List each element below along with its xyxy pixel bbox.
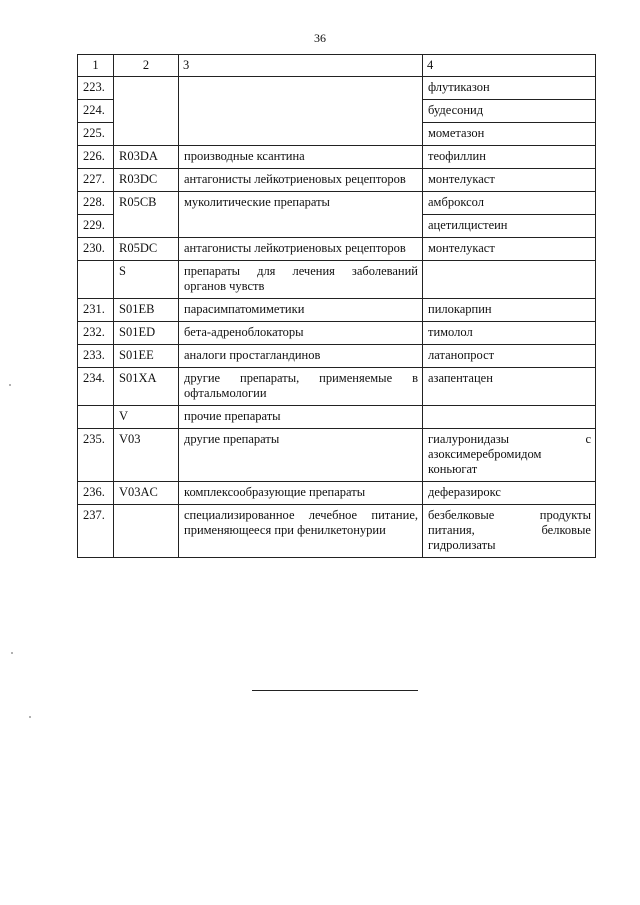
row-number: 236. bbox=[78, 482, 114, 505]
drug-group: препараты для лечения заболеваний органов чувств bbox=[179, 261, 423, 299]
drug-name: гиалуронидазы с азоксимеребромидом коньюгат bbox=[423, 429, 596, 482]
drug-group: бета-адреноблокаторы bbox=[179, 322, 423, 345]
page-number: 36 bbox=[314, 31, 326, 45]
row-number: 237. bbox=[78, 505, 114, 558]
row-number: 224. bbox=[78, 100, 114, 123]
drug-name: монтелукаст bbox=[423, 169, 596, 192]
atc-code: R05CB bbox=[114, 192, 179, 238]
drug-name bbox=[423, 406, 596, 429]
drug-name: амброксол bbox=[423, 192, 596, 215]
row-number: 232. bbox=[78, 322, 114, 345]
atc-code: S bbox=[114, 261, 179, 299]
row-number: 234. bbox=[78, 368, 114, 406]
drug-group: муколитические препараты bbox=[179, 192, 423, 238]
drug-group: специализированное лечебное питание, применяющееся при фенилкетонурии bbox=[179, 505, 423, 558]
atc-code: V bbox=[114, 406, 179, 429]
row-number: 233. bbox=[78, 345, 114, 368]
table-row bbox=[78, 169, 596, 192]
drug-name: латанопрост bbox=[423, 345, 596, 368]
atc-code: R03DA bbox=[114, 146, 179, 169]
drug-name: азапентацен bbox=[423, 368, 596, 406]
table-row bbox=[78, 368, 596, 406]
atc-code: S01EE bbox=[114, 345, 179, 368]
header-col-2: 2 bbox=[114, 55, 179, 77]
header-col-4: 4 bbox=[423, 55, 596, 77]
table-row bbox=[78, 406, 596, 429]
drug-name: мометазон bbox=[423, 123, 596, 146]
table-row bbox=[78, 299, 596, 322]
scan-speck bbox=[11, 652, 13, 654]
drug-table bbox=[77, 54, 596, 558]
table-row bbox=[78, 77, 596, 100]
table-row bbox=[78, 238, 596, 261]
row-number bbox=[78, 406, 114, 429]
header-col-1: 1 bbox=[78, 55, 114, 77]
drug-group: парасимпатомиметики bbox=[179, 299, 423, 322]
drug-name: тимолол bbox=[423, 322, 596, 345]
table-row bbox=[78, 345, 596, 368]
atc-code: V03 bbox=[114, 429, 179, 482]
drug-name: безбелковые продукты питания, белковые гидролизаты bbox=[423, 505, 596, 558]
drug-group: комплексообразующие препараты bbox=[179, 482, 423, 505]
drug-group: прочие препараты bbox=[179, 406, 423, 429]
row-number bbox=[78, 261, 114, 299]
table-row bbox=[78, 505, 596, 558]
drug-name: будесонид bbox=[423, 100, 596, 123]
table-row bbox=[78, 192, 596, 215]
atc-code: R05DC bbox=[114, 238, 179, 261]
row-number: 235. bbox=[78, 429, 114, 482]
table-row bbox=[78, 322, 596, 345]
drug-name: теофиллин bbox=[423, 146, 596, 169]
table-row bbox=[78, 146, 596, 169]
table-row bbox=[78, 429, 596, 482]
drug-group: антагонисты лейкотриеновых рецепторов bbox=[179, 238, 423, 261]
table-row bbox=[78, 261, 596, 299]
drug-name: флутиказон bbox=[423, 77, 596, 100]
atc-code: V03AC bbox=[114, 482, 179, 505]
drug-group: производные ксантина bbox=[179, 146, 423, 169]
scan-speck bbox=[9, 384, 11, 386]
drug-name: пилокарпин bbox=[423, 299, 596, 322]
drug-name: ацетилцистеин bbox=[423, 215, 596, 238]
row-number: 223. bbox=[78, 77, 114, 100]
drug-group: аналоги простагландинов bbox=[179, 345, 423, 368]
row-number: 225. bbox=[78, 123, 114, 146]
drug-group: другие препараты, применяемые в офтальмологии bbox=[179, 368, 423, 406]
table-header-row bbox=[78, 55, 596, 77]
row-number: 231. bbox=[78, 299, 114, 322]
scan-speck bbox=[29, 716, 31, 718]
table-row bbox=[78, 482, 596, 505]
row-number: 227. bbox=[78, 169, 114, 192]
header-col-3: 3 bbox=[179, 55, 423, 77]
atc-code bbox=[114, 505, 179, 558]
row-number: 226. bbox=[78, 146, 114, 169]
drug-name: деферазирокс bbox=[423, 482, 596, 505]
drug-group: другие препараты bbox=[179, 429, 423, 482]
drug-name: монтелукаст bbox=[423, 238, 596, 261]
row-number: 229. bbox=[78, 215, 114, 238]
atc-code: R03DC bbox=[114, 169, 179, 192]
drug-group: антагонисты лейкотриеновых рецепторов bbox=[179, 169, 423, 192]
atc-code: S01XA bbox=[114, 368, 179, 406]
drug-name bbox=[423, 261, 596, 299]
drug-group bbox=[179, 77, 423, 146]
row-number: 228. bbox=[78, 192, 114, 215]
closing-rule bbox=[252, 690, 418, 691]
atc-code bbox=[114, 77, 179, 146]
atc-code: S01ED bbox=[114, 322, 179, 345]
row-number: 230. bbox=[78, 238, 114, 261]
atc-code: S01EB bbox=[114, 299, 179, 322]
